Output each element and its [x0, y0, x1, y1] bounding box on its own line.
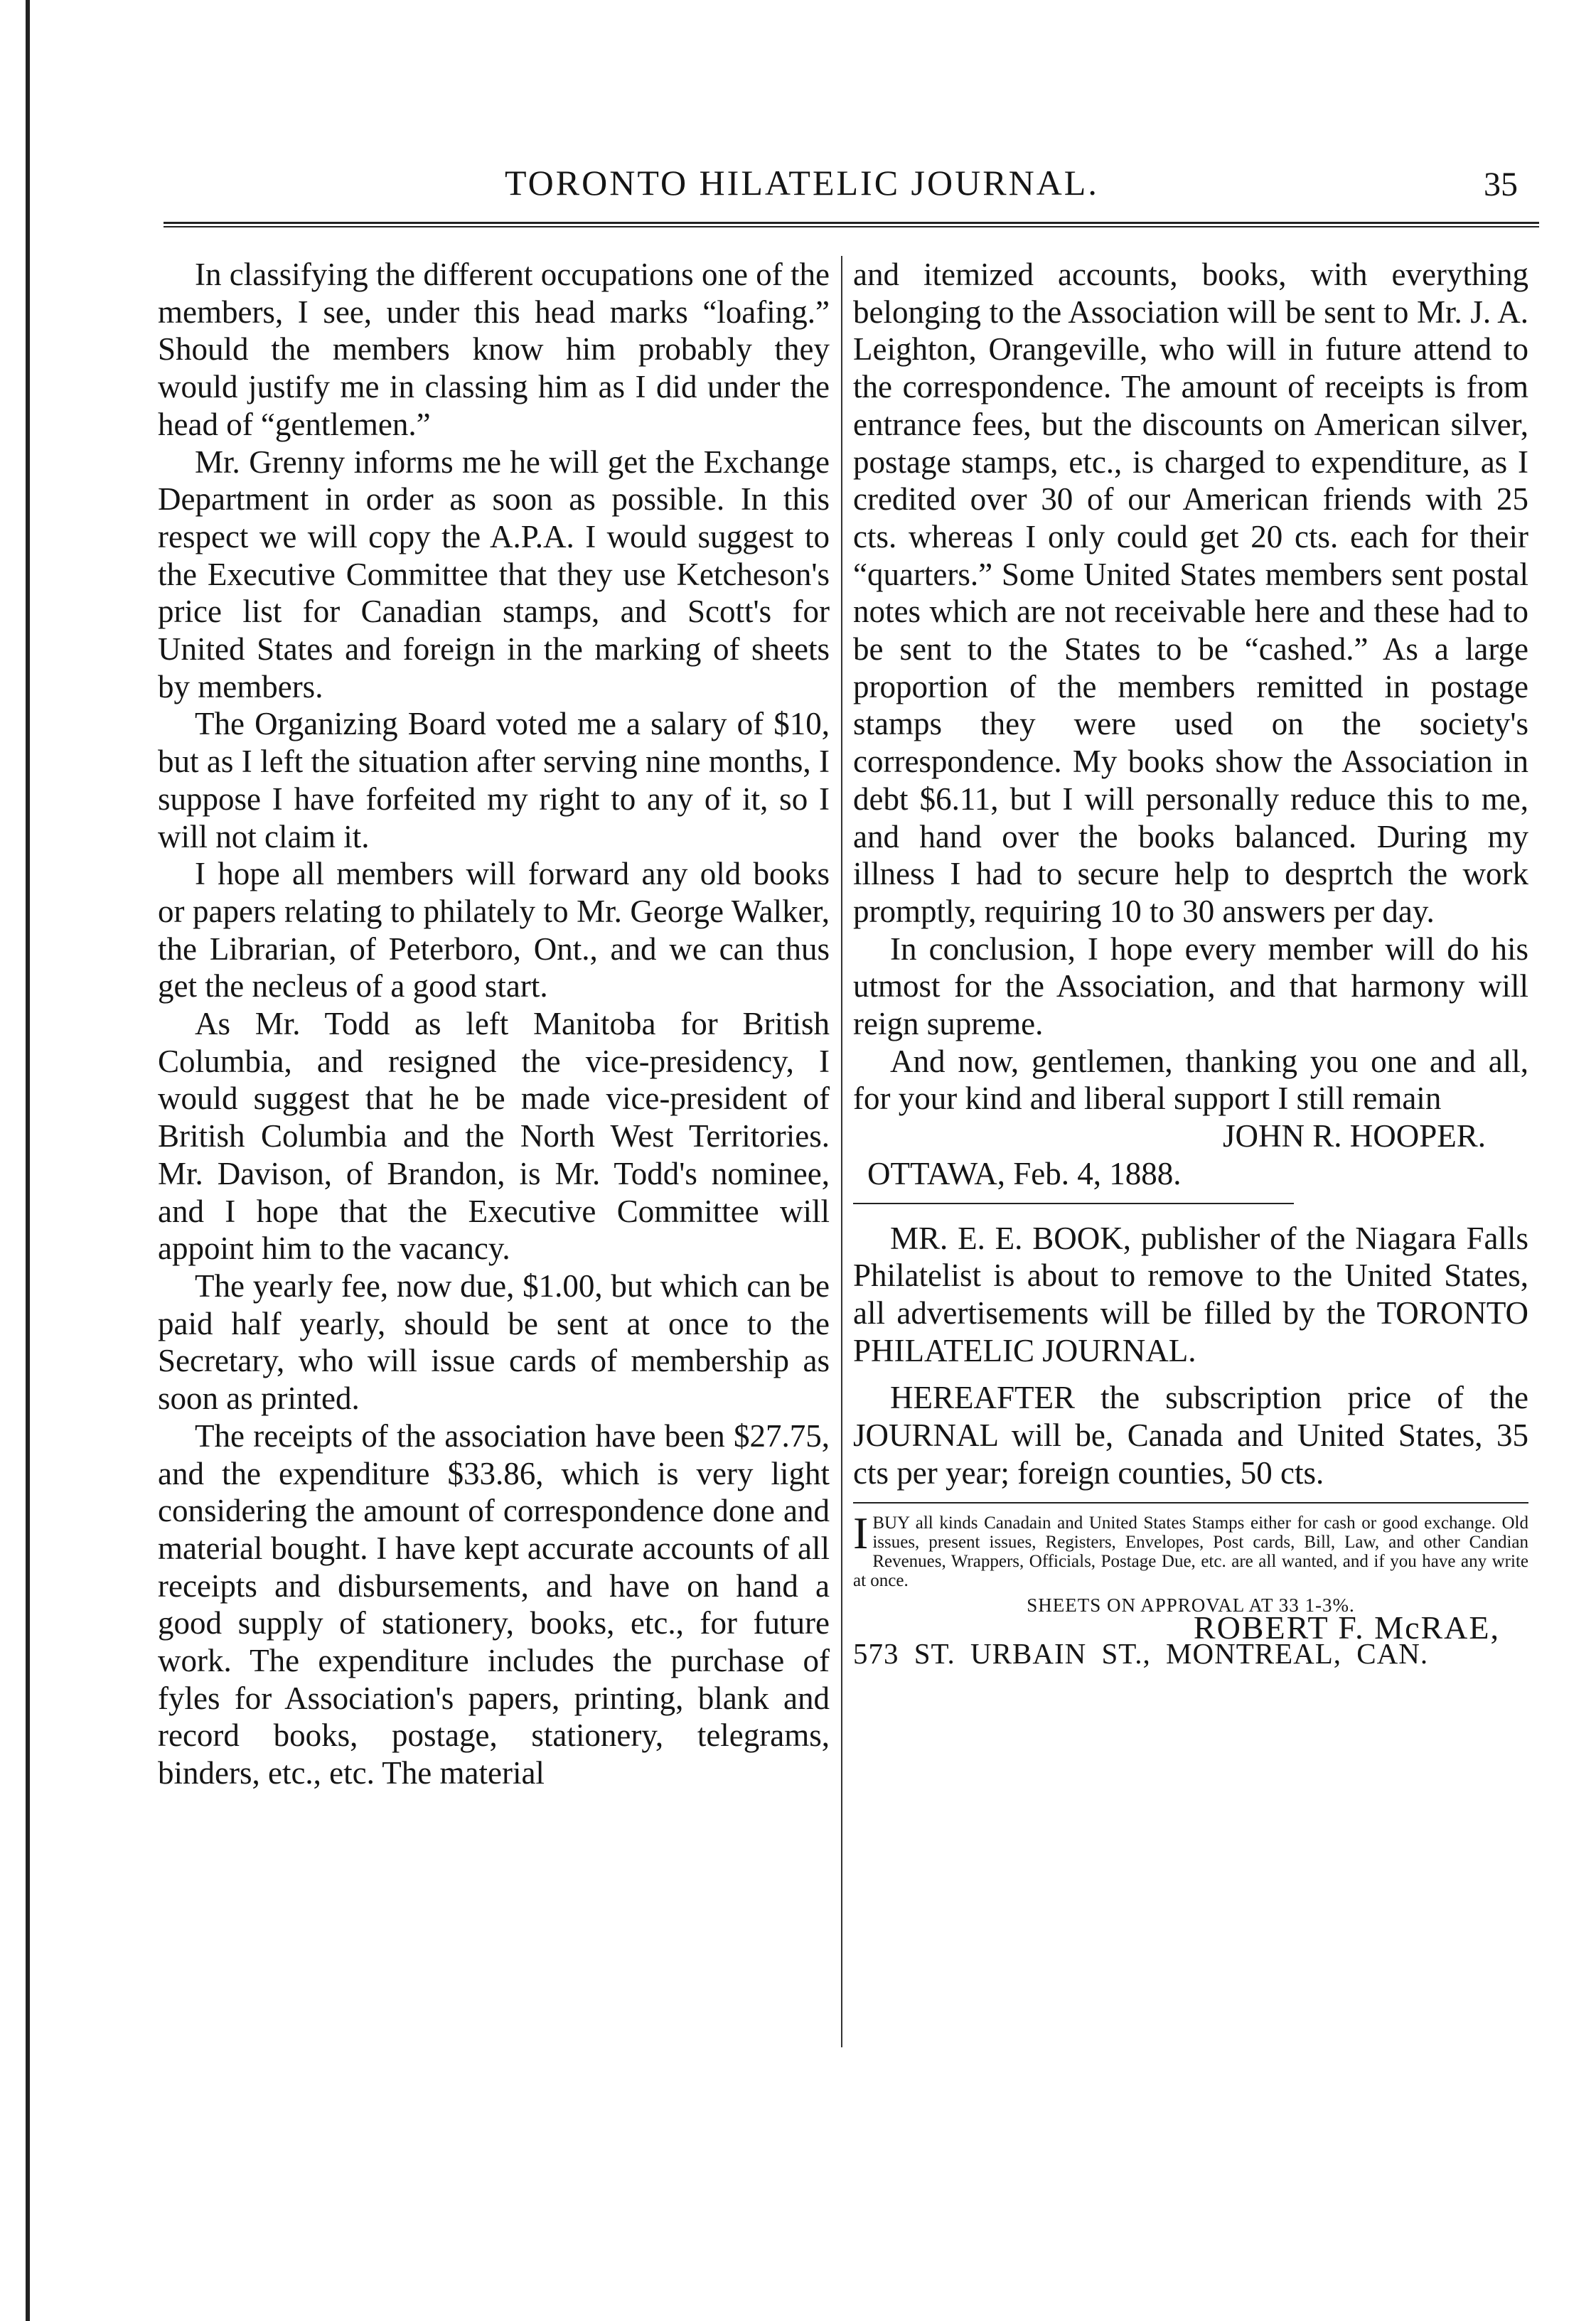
header-double-rule	[164, 222, 1539, 227]
paragraph: The yearly fee, now due, $1.00, but which can be paid half yearly, should be sent at once to the Secretary, who will issue cards of membership as soon as printed.	[158, 1267, 830, 1417]
advert-sheets-line: SHEETS ON APPROVAL AT 33 1-3%.	[1027, 1594, 1355, 1616]
paragraph: And now, gentlemen, thanking you one and all, for your kind and liberal support I still remain	[853, 1043, 1528, 1117]
paragraph: In conclusion, I hope every member will do his utmost for the Association, and that harmony will reign supreme.	[853, 931, 1528, 1042]
paragraph: I hope all members will forward any old books or papers relating to philately to Mr. George Walker, the Librarian, of Peterboro, Ont., and we can thus get the necleus of a good start.	[158, 856, 830, 1004]
paragraph: In classifying the different occupations one of the members, I see, under this head marks “loafing.” Should the members know him probably they would justify me in classing him as I did under the head of “gentlemen.”	[158, 257, 830, 442]
signature: JOHN R. HOOPER.	[1222, 1118, 1486, 1154]
advertiser-address: 573 ST. URBAIN ST., MONTREAL, CAN.	[853, 1636, 1429, 1670]
right-column	[853, 256, 1528, 1670]
paragraph: The Organizing Board voted me a salary of $10, but as I left the situation after serving nine months, I suppose I have forfeited my right to any of it, so I will not claim it.	[158, 706, 830, 854]
notice-subscription: HEREAFTER the subscription price of the JOURNAL will be, Canada and United States, 35 cts per year; foreign counties, 50 cts.	[853, 1380, 1528, 1491]
journal-title: TORONTO HILATELIC JOURNAL.	[505, 163, 1099, 203]
paragraph: Mr. Grenny informs me he will get the Exchange Department in order as soon as possible. In this respect we will copy the A.P.A. I would suggest to the Executive Committee that they use Ketcheson's price list for Canadian stamps, and Scott's for United States and foreign in the marking of sheets by members.	[158, 444, 830, 704]
advert-dropcap: I	[853, 1507, 869, 1558]
paragraph: and itemized accounts, books, with everything belonging to the Association will be sent to Mr. J. A. Leighton, Orangeville, who will in future attend to the correspondence. The amount of receipts is from entrance fees, but the discounts on American silver, postage stamps, etc., is charged to expenditure, as I credited over 30 of our American friends with 25 cts. whereas I only could get 20 cts. each for their “quarters.” Some United States members sent postal notes which are not receivable here and these had to be sent to the States to be “cashed.” As a large proportion of the members remitted in postage stamps they were used on the society's correspondence. My books show the Association in debt $6.11, but I will personally reduce this to me, and hand over the books balanced. During my illness I had to secure help to desprtch the work promptly, requiring 10 to 30 answers per day.	[853, 257, 1528, 929]
page-header	[164, 162, 1539, 212]
advertisement	[853, 1507, 1528, 1670]
dateline: OTTAWA, Feb. 4, 1888.	[867, 1155, 1182, 1191]
advert-rule	[853, 1502, 1528, 1503]
page-number: 35	[1484, 166, 1518, 203]
column-divider	[841, 256, 842, 2047]
section-rule	[853, 1203, 1294, 1204]
paragraph: As Mr. Todd as left Manitoba for British Columbia, and resigned the vice-presidency, I would suggest that he be made vice-president of British Columbia and the North West Territories. Mr. Davison, of Brandon, is Mr. Todd's nominee, and I hope that the Executive Committee will appoint him to the vacancy.	[158, 1006, 830, 1267]
scan-binding-edge	[26, 0, 30, 2321]
paragraph: The receipts of the association have been $27.75, and the expenditure $33.86, which is very light considering the amount of correspondence done and material bought. I have kept accurate accounts of all receipts and disbursements, and have on hand a good supply of stationery, books, etc., for future work. The expenditure includes the purchase of fyles for Association's papers, printing, blank and record books, postage, stationery, telegrams, binders, etc., etc. The material	[158, 1417, 830, 1791]
advert-body: BUY all kinds Canadain and United States Stamps either for cash or good exchange. Old issues, present issues, Registers, Envelopes, Post cards, Bill, Law, and other Candian Revenues, Wrappers, Officials, Postage Due, etc. are all wanted, and if you have any write at once.	[853, 1513, 1528, 1590]
left-column	[158, 256, 830, 1792]
notice-book: MR. E. E. BOOK, publisher of the Niagara Falls Philatelist is about to remove to the United States, all advertisements will be filled by the TORONTO PHILATELIC JOURNAL.	[853, 1220, 1528, 1368]
advertiser-name: ROBERT F. McRAE,	[1193, 1609, 1500, 1646]
